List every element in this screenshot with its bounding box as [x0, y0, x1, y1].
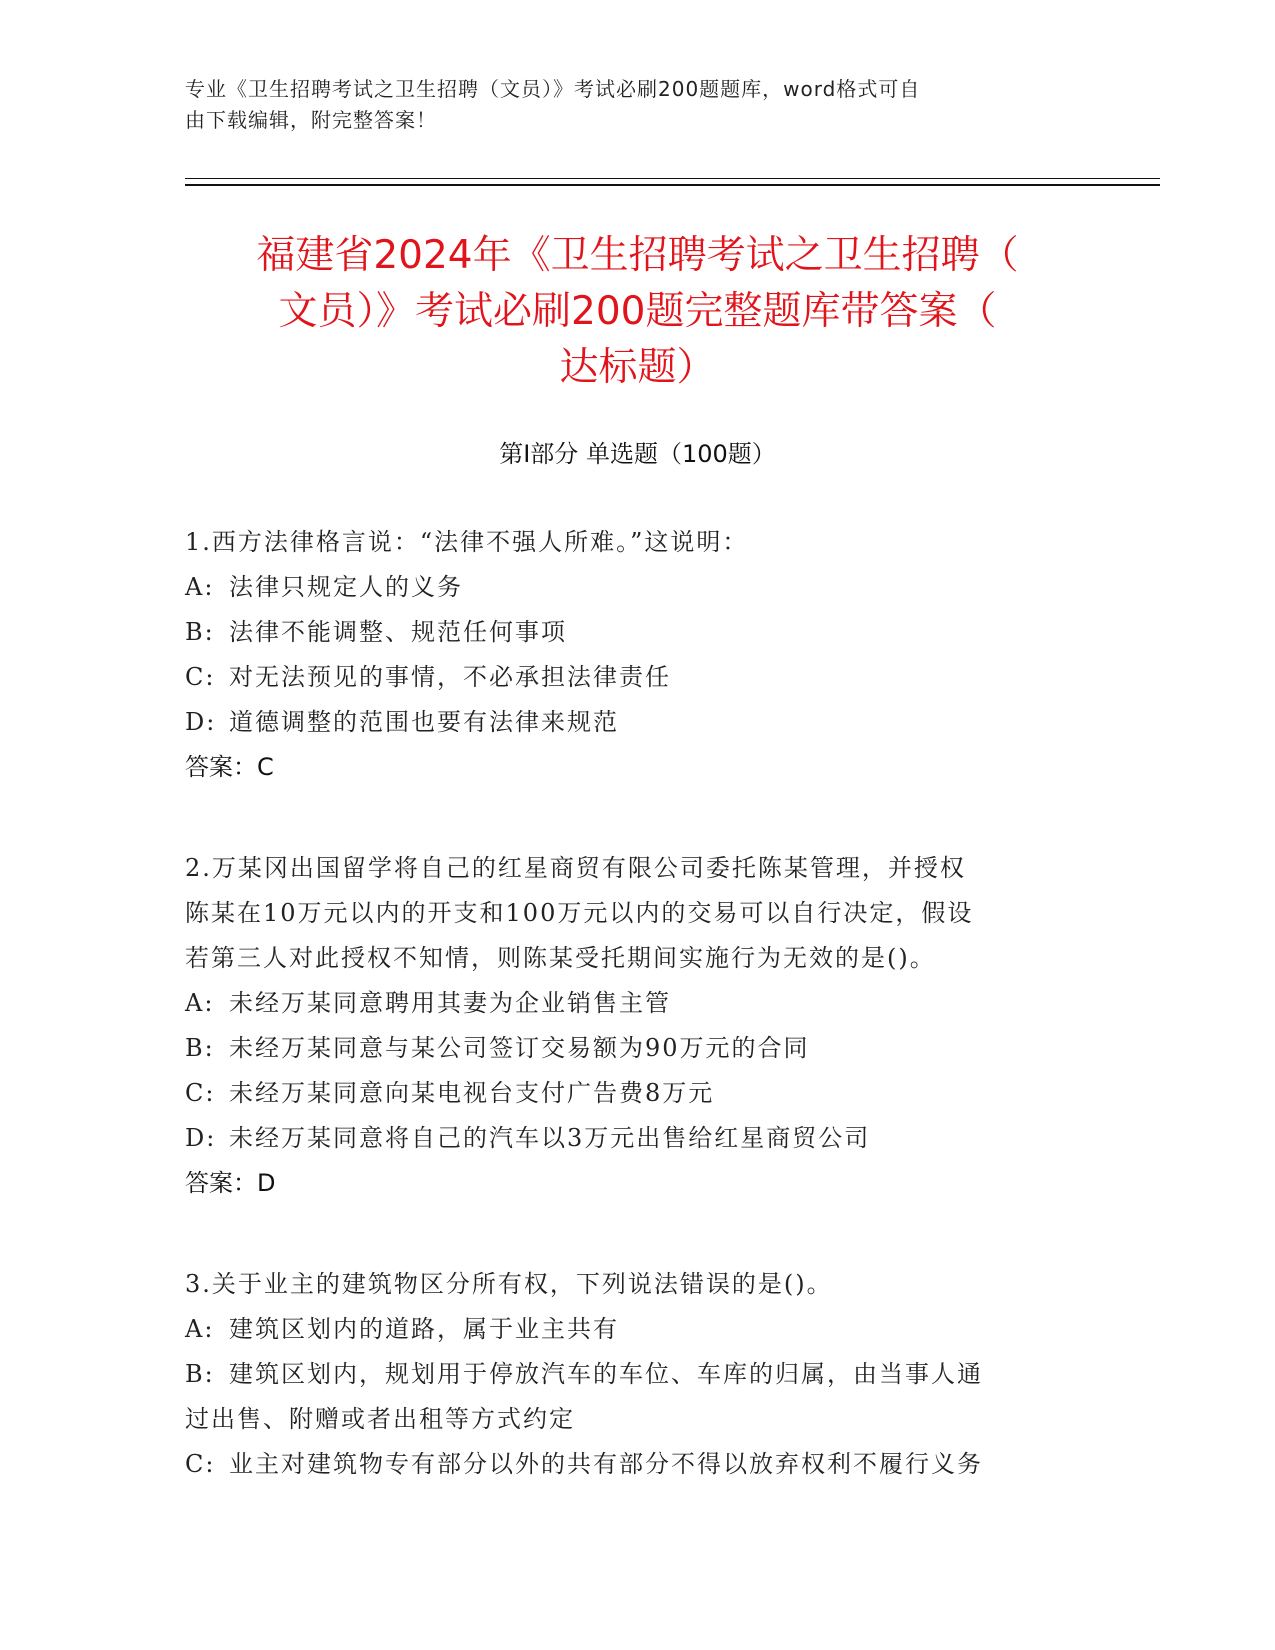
answer-option	[185, 981, 1085, 1026]
option-letter: A:	[185, 989, 215, 1017]
option-text: 建筑区划内，规划用于停放汽车的车位、车库的归属，由当事人通	[229, 1360, 983, 1388]
option-text: 未经万某同意将自己的汽车以3万元出售给红星商贸公司	[229, 1124, 871, 1152]
answer-option	[185, 1116, 1085, 1161]
option-text: 法律只规定人的义务	[229, 573, 463, 601]
header-divider-thick	[185, 184, 1160, 186]
question-stem: 若第三人对此授权不知情，则陈某受托期间实施行为无效的是()。	[185, 944, 936, 972]
title-line: 文员）》考试必刷200题完整题库带答案（	[278, 289, 997, 334]
header-note-line: 专业《卫生招聘考试之卫生招聘（文员）》考试必刷200题题库，word格式可自	[185, 77, 921, 101]
option-text: 未经万某同意向某电视台支付广告费8万元	[229, 1079, 715, 1107]
answer-option: 过出售、附赠或者出租等方式约定	[185, 1405, 575, 1433]
option-letter: A:	[185, 573, 215, 601]
answer-option	[185, 1442, 1085, 1487]
answer-option	[185, 1307, 1085, 1352]
title-line: 福建省2024年《卫生招聘考试之卫生招聘（	[256, 233, 1019, 278]
answer-option	[185, 1026, 1085, 1071]
option-letter: D:	[185, 1124, 217, 1152]
option-letter: C:	[185, 1450, 216, 1478]
option-letter: C:	[185, 1079, 216, 1107]
header-note-line: 由下载编辑，附完整答案！	[185, 108, 437, 132]
option-text: 业主对建筑物专有部分以外的共有部分不得以放弃权利不履行义务	[229, 1450, 983, 1478]
question-item	[185, 1262, 1085, 1487]
question-list	[185, 520, 1085, 1543]
option-text: 未经万某同意与某公司签订交易额为90万元的合同	[229, 1034, 810, 1062]
answer-key: 答案：C	[185, 753, 274, 781]
option-text: 道德调整的范围也要有法律来规范	[229, 708, 619, 736]
answer-option	[185, 1352, 1085, 1397]
answer-option	[185, 565, 1085, 610]
answer-option	[185, 610, 1085, 655]
header-note	[185, 74, 1065, 136]
answer-option	[185, 1071, 1085, 1116]
question-stem: 陈某在10万元以内的开支和100万元以内的交易可以自行决定，假设	[185, 899, 974, 927]
option-letter: A:	[185, 1315, 215, 1343]
option-text: 未经万某同意聘用其妻为企业销售主管	[229, 989, 671, 1017]
answer-option	[185, 700, 1085, 745]
title-line: 达标题）	[559, 345, 716, 390]
question-item	[185, 520, 1085, 790]
question-stem: 3.关于业主的建筑物区分所有权，下列说法错误的是()。	[185, 1270, 833, 1298]
option-letter: D:	[185, 708, 217, 736]
option-letter: B:	[185, 1360, 215, 1388]
option-text: 对无法预见的事情，不必承担法律责任	[229, 663, 671, 691]
option-letter: B:	[185, 1034, 215, 1062]
question-item	[185, 846, 1085, 1206]
document-title	[185, 228, 1090, 396]
question-stem: 1.西方法律格言说：“法律不强人所难。”这说明：	[185, 528, 749, 556]
option-letter: C:	[185, 663, 216, 691]
header-divider-thin	[185, 178, 1160, 179]
answer-option	[185, 655, 1085, 700]
section-heading: 第Ⅰ部分 单选题（100题）	[499, 440, 776, 468]
answer-key: 答案：D	[185, 1169, 276, 1197]
option-text: 建筑区划内的道路，属于业主共有	[229, 1315, 619, 1343]
option-text: 法律不能调整、规范任何事项	[229, 618, 567, 646]
option-letter: B:	[185, 618, 215, 646]
question-stem: 2.万某冈出国留学将自己的红星商贸有限公司委托陈某管理，并授权	[185, 854, 966, 882]
